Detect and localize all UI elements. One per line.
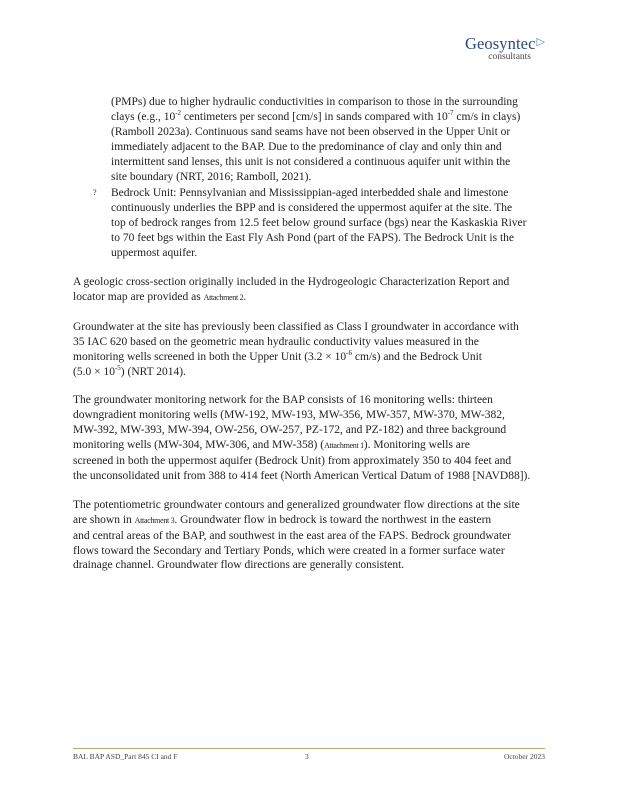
groundwater-class-paragraph [73, 320, 585, 380]
footer-date: October 2023 [503, 752, 545, 761]
text-line: are shown in Attachment 3. Groundwater flow in bedrock is toward the northwest in the eastern [73, 513, 492, 526]
text-line: immediately adjacent to the BAP. Due to the predominance of clay and only thin and [111, 140, 502, 153]
text-line: and central areas of the BAP, and southwest in the east area of the FAPS. Bedrock groundwater [73, 529, 511, 542]
text-line: site boundary (NRT, 2016; Ramboll, 2021). [111, 170, 312, 183]
attachment-3-link[interactable]: Attachment 3 [134, 515, 175, 525]
bullet-marker: ? [93, 188, 97, 198]
text-line: A geologic cross-section originally included in the Hydrogeologic Characterization Report and [73, 275, 510, 288]
text-line: Bedrock Unit: Pennsylvanian and Mississippian-aged interbedded shale and limestone [111, 187, 509, 200]
exponent: -5 [114, 363, 121, 372]
text-line: MW-392, MW-393, MW-394, OW-256, OW-257, PZ-172, and PZ-182) and three background [73, 424, 507, 437]
text-line: drainage channel. Groundwater flow directions are generally consistent. [73, 559, 405, 572]
logo-triangle-icon: ▷ [536, 36, 545, 48]
exponent: -2 [175, 109, 182, 118]
text-line: to 70 feet bgs within the East Fly Ash Pond (part of the FAPS). The Bedrock Unit is the [111, 232, 514, 245]
text-line: uppermost aquifer. [111, 247, 198, 260]
company-logo [465, 34, 545, 62]
logo-subtitle: consultants [488, 52, 531, 62]
page-footer [73, 748, 545, 761]
text-line: (Ramboll 2023a). Continuous sand seams have not been observed in the Upper Unit or [111, 125, 511, 138]
text-line: continuously underlies the BPP and is considered the uppermost aquifer at the site. The [111, 202, 513, 215]
text-line: the unconsolidated unit from 388 to 414 feet (North American Vertical Datum of 1988 [NAVD88]). [73, 469, 531, 482]
exponent: -6 [346, 348, 353, 357]
monitoring-network-paragraph [73, 393, 585, 483]
text-line: downgradient monitoring wells (MW-192, MW-193, MW-356, MW-357, MW-370, MW-382, [73, 409, 505, 422]
groundwater-flow-paragraph [73, 498, 585, 574]
text-line: 35 IAC 620 based on the geometric mean hydraulic conductivity values measured in the [73, 335, 479, 348]
footer-document-id: BAL BAP ASD_Part 845 CI and F [73, 752, 178, 761]
attachment-2-link[interactable]: Attachment 2 [203, 292, 244, 302]
document-body [73, 95, 585, 573]
text-line: intermittent sand lenses, this unit is not considered a continuous aquifer unit within the [111, 155, 511, 168]
logo-name: Geosyntec [464, 34, 536, 53]
text-line: monitoring wells (MW-304, MW-306, and MW-358) (Attachment 1). Monitoring wells are [73, 439, 470, 452]
bedrock-unit-bullet [73, 186, 585, 261]
text-line: The potentiometric groundwater contours and generalized groundwater flow directions at the site [73, 498, 520, 511]
text-line: flows toward the Secondary and Tertiary Ponds, which were created in a former surface water [73, 544, 505, 557]
exponent: -7 [447, 109, 454, 118]
text-line: $(5.0 \times 10^{-5})$ (NRT 2014). [73, 363, 187, 378]
text-line: screened in both the uppermost aquifer (Bedrock Unit) from approximately 350 to 404 feet and [73, 455, 512, 468]
text-line: top of bedrock ranges from 12.5 feet below ground surface (bgs) near the Kaskaskia River [111, 217, 527, 230]
text-line: clays (e.g., $10^{-2}$ centimeters per second [cm/s] in sands compared with $10^{-7}$ cm/s in clays) [111, 109, 521, 123]
text-line: locator map are provided as Attachment 2. [73, 290, 247, 303]
text-line: monitoring wells screened in both the Upper Unit ($3.2 \times 10^{-6}$ cm/s) and the Bedrock Unit [73, 348, 482, 363]
text-line: Groundwater at the site has previously been classified as Class I groundwater in accordance with [73, 320, 519, 333]
footer-page-number: 3 [305, 752, 309, 761]
attachment-1-link[interactable]: Attachment 1 [324, 441, 364, 451]
text-line: The groundwater monitoring network for the BAP consists of 16 monitoring wells: thirteen [73, 394, 493, 407]
upper-unit-continuation [73, 95, 585, 184]
text-line: (PMPs) due to higher hydraulic conductivities in comparison to those in the surrounding [111, 96, 518, 108]
geologic-cross-section-paragraph [73, 275, 585, 306]
